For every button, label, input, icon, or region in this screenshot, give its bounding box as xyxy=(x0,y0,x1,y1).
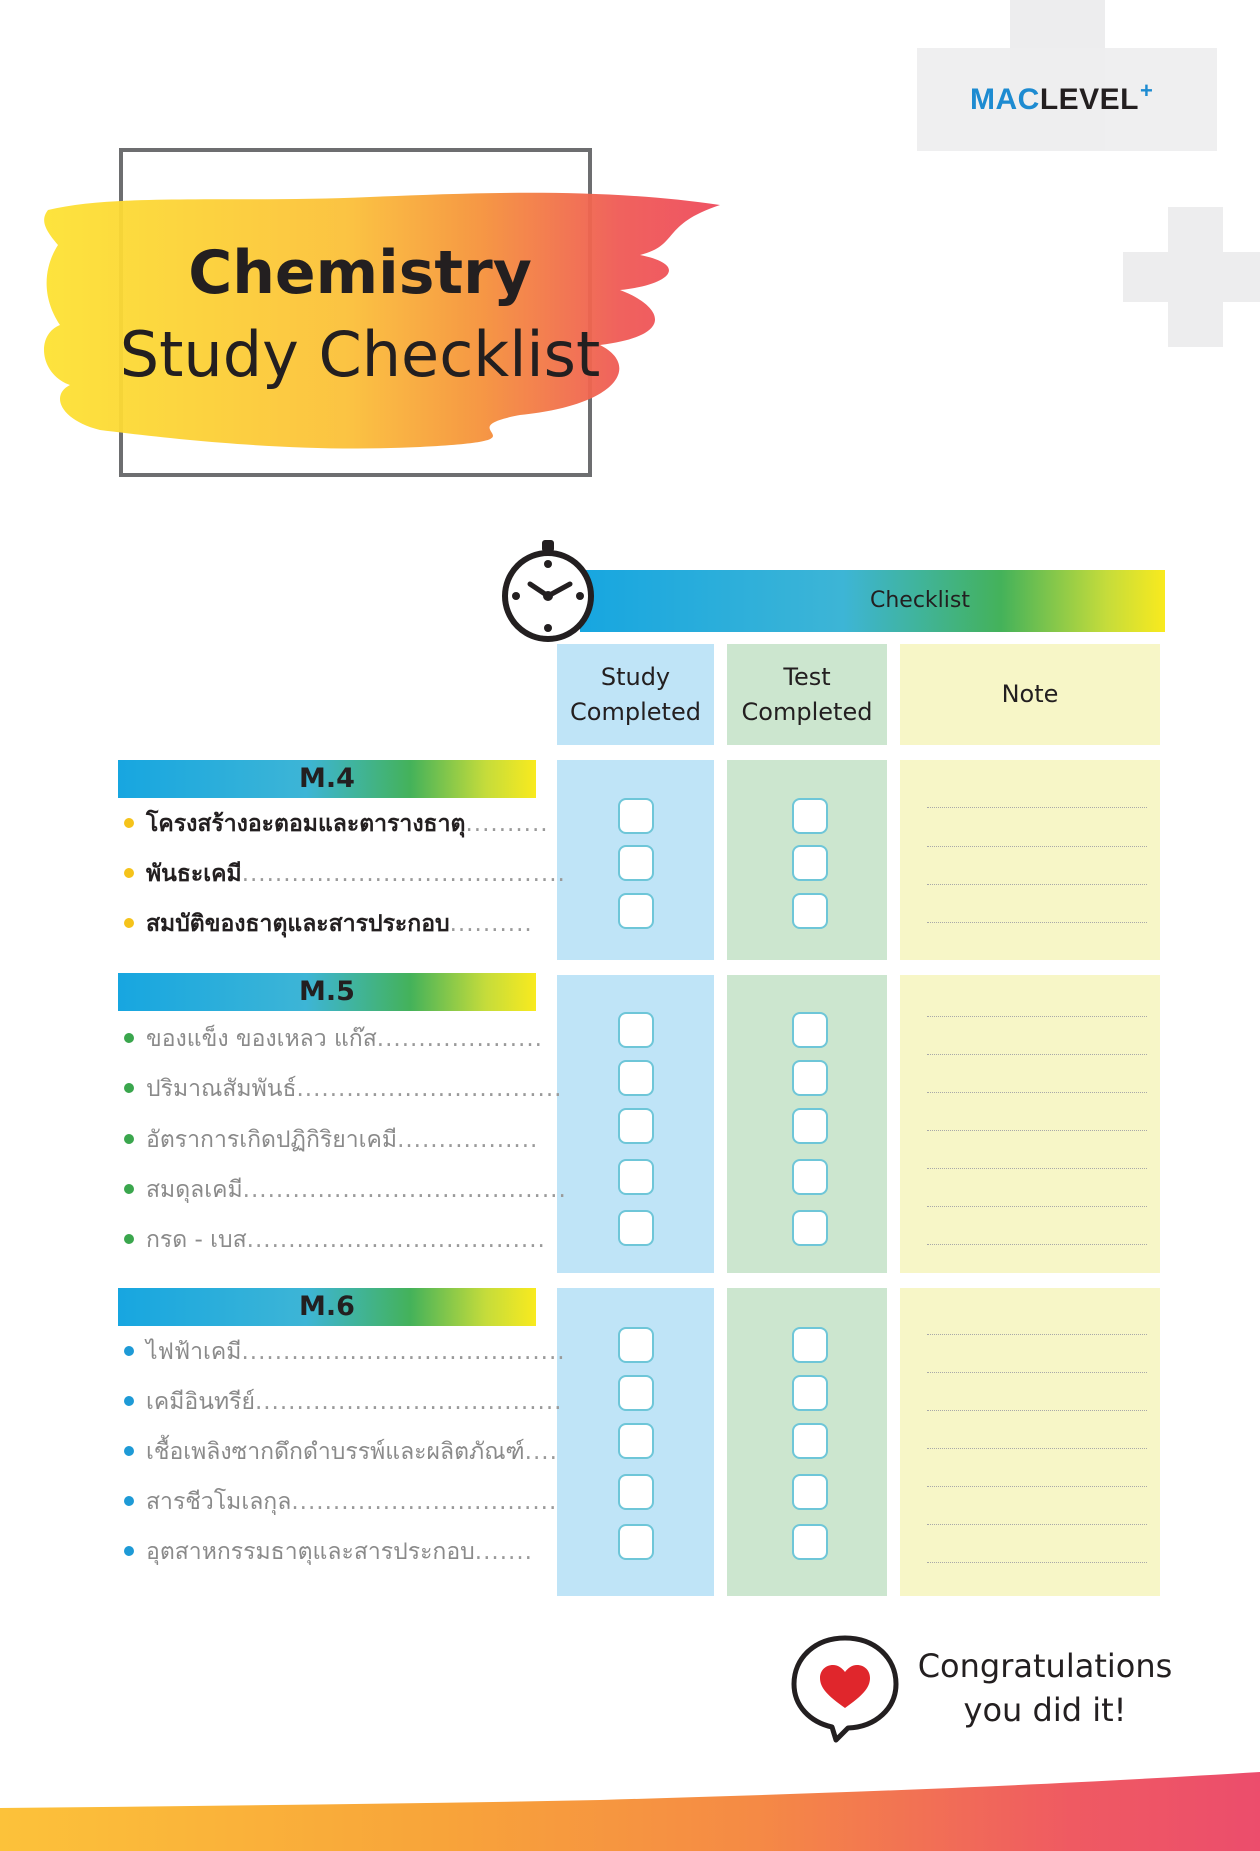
note-line[interactable] xyxy=(927,1168,1147,1169)
clock-icon xyxy=(500,540,596,644)
study-checkbox[interactable] xyxy=(618,1159,654,1195)
section-header-m5: M.5 xyxy=(299,976,355,1007)
bullet-icon xyxy=(124,818,134,828)
topic-item: สมดุลเคมี....................................... xyxy=(124,1170,540,1210)
topic-item: เคมีอินทรีย์..................................... xyxy=(124,1382,540,1422)
bullet-icon xyxy=(124,1184,134,1194)
note-line[interactable] xyxy=(927,922,1147,923)
test-checkbox[interactable] xyxy=(792,1108,828,1144)
note-line[interactable] xyxy=(927,807,1147,808)
test-checkbox[interactable] xyxy=(792,1012,828,1048)
note-line[interactable] xyxy=(927,1562,1147,1563)
topic-item: อุตสาหกรรมธาตุและสารประกอบ....... xyxy=(124,1532,540,1572)
topic-item: เชื้อเพลิงซากดึกดำบรรพ์และผลิตภัณฑ์.... xyxy=(124,1432,540,1472)
note-line[interactable] xyxy=(927,1016,1147,1017)
checklist-banner-label: Checklist xyxy=(870,588,970,613)
bullet-icon xyxy=(124,1496,134,1506)
study-checkbox[interactable] xyxy=(618,893,654,929)
bullet-icon xyxy=(124,918,134,928)
bullet-icon xyxy=(124,1546,134,1556)
test-checkbox[interactable] xyxy=(792,1474,828,1510)
note-line[interactable] xyxy=(927,884,1147,885)
section-header-m6: M.6 xyxy=(299,1291,355,1322)
note-header-label: Note xyxy=(1001,680,1059,708)
topic-item: ของแข็ง ของเหลว แก๊ส.................... xyxy=(124,1019,540,1059)
study-checkbox[interactable] xyxy=(618,798,654,834)
study-checkbox[interactable] xyxy=(618,1012,654,1048)
note-panel-m5 xyxy=(900,975,1160,1273)
bullet-icon xyxy=(124,1446,134,1456)
topic-item: พันธะเคมี....................................... xyxy=(124,854,540,894)
note-line[interactable] xyxy=(927,1334,1147,1335)
test-checkbox[interactable] xyxy=(792,1327,828,1363)
test-header-line1: Test xyxy=(783,662,831,691)
brand-logo: MACLEVEL+ xyxy=(970,78,1154,116)
study-checkbox[interactable] xyxy=(618,1375,654,1411)
bullet-icon xyxy=(124,1134,134,1144)
bullet-icon xyxy=(124,1033,134,1043)
note-line[interactable] xyxy=(927,1092,1147,1093)
bullet-icon xyxy=(124,1234,134,1244)
study-column-header xyxy=(557,644,714,745)
note-line[interactable] xyxy=(927,1524,1147,1525)
note-line[interactable] xyxy=(927,846,1147,847)
note-line[interactable] xyxy=(927,1206,1147,1207)
topic-item: อัตราการเกิดปฏิกิริยาเคมี................. xyxy=(124,1120,540,1160)
note-line[interactable] xyxy=(927,1130,1147,1131)
topic-item: โครงสร้างอะตอมและตารางธาตุ.......... xyxy=(124,804,540,844)
topic-item: สารชีวโมเลกุล................................ xyxy=(124,1482,540,1522)
topic-item: กรด - เบส.................................... xyxy=(124,1220,540,1260)
note-line[interactable] xyxy=(927,1372,1147,1373)
study-checkbox[interactable] xyxy=(618,1060,654,1096)
test-checkbox[interactable] xyxy=(792,1210,828,1246)
test-checkbox[interactable] xyxy=(792,1423,828,1459)
study-checkbox[interactable] xyxy=(618,1327,654,1363)
study-checkbox[interactable] xyxy=(618,1423,654,1459)
study-header-line2: Completed xyxy=(570,697,701,726)
note-line[interactable] xyxy=(927,1410,1147,1411)
test-checkbox[interactable] xyxy=(792,1159,828,1195)
study-header-line1: Study xyxy=(600,662,671,691)
section-header-m4: M.4 xyxy=(299,763,355,794)
topic-item: สมบัติของธาตุและสารประกอบ.......... xyxy=(124,904,540,944)
test-header-line2: Completed xyxy=(741,697,873,726)
test-checkbox[interactable] xyxy=(792,1375,828,1411)
bullet-icon xyxy=(124,1396,134,1406)
page-subtitle: Study Checklist xyxy=(119,318,601,391)
topic-item: ไฟฟ้าเคมี....................................... xyxy=(124,1332,540,1372)
decor-cross-2h xyxy=(1123,252,1260,302)
study-checkbox[interactable] xyxy=(618,1474,654,1510)
bullet-icon xyxy=(124,1346,134,1356)
note-line[interactable] xyxy=(927,1486,1147,1487)
congrats-line1: Congratulations xyxy=(917,1647,1173,1685)
test-checkbox[interactable] xyxy=(792,893,828,929)
test-checkbox[interactable] xyxy=(792,1060,828,1096)
study-checkbox[interactable] xyxy=(618,845,654,881)
test-checkbox[interactable] xyxy=(792,798,828,834)
study-checkbox[interactable] xyxy=(618,1108,654,1144)
note-line[interactable] xyxy=(927,1054,1147,1055)
test-column-header xyxy=(727,644,887,745)
congrats-line2: you did it! xyxy=(963,1691,1127,1729)
study-checkbox[interactable] xyxy=(618,1524,654,1560)
bottom-watercolor-strip xyxy=(0,1760,1260,1851)
congratulations-message xyxy=(905,1644,1185,1732)
heart-bubble-icon xyxy=(788,1632,903,1744)
bullet-icon xyxy=(124,868,134,878)
test-checkbox[interactable] xyxy=(792,845,828,881)
note-panel-m4 xyxy=(900,760,1160,960)
page-title: Chemistry xyxy=(188,238,532,308)
bullet-icon xyxy=(124,1083,134,1093)
test-checkbox[interactable] xyxy=(792,1524,828,1560)
topic-item: ปริมาณสัมพันธ์................................ xyxy=(124,1069,540,1109)
note-line[interactable] xyxy=(927,1448,1147,1449)
note-line[interactable] xyxy=(927,1244,1147,1245)
study-checkbox[interactable] xyxy=(618,1210,654,1246)
note-column-header xyxy=(900,644,1160,745)
